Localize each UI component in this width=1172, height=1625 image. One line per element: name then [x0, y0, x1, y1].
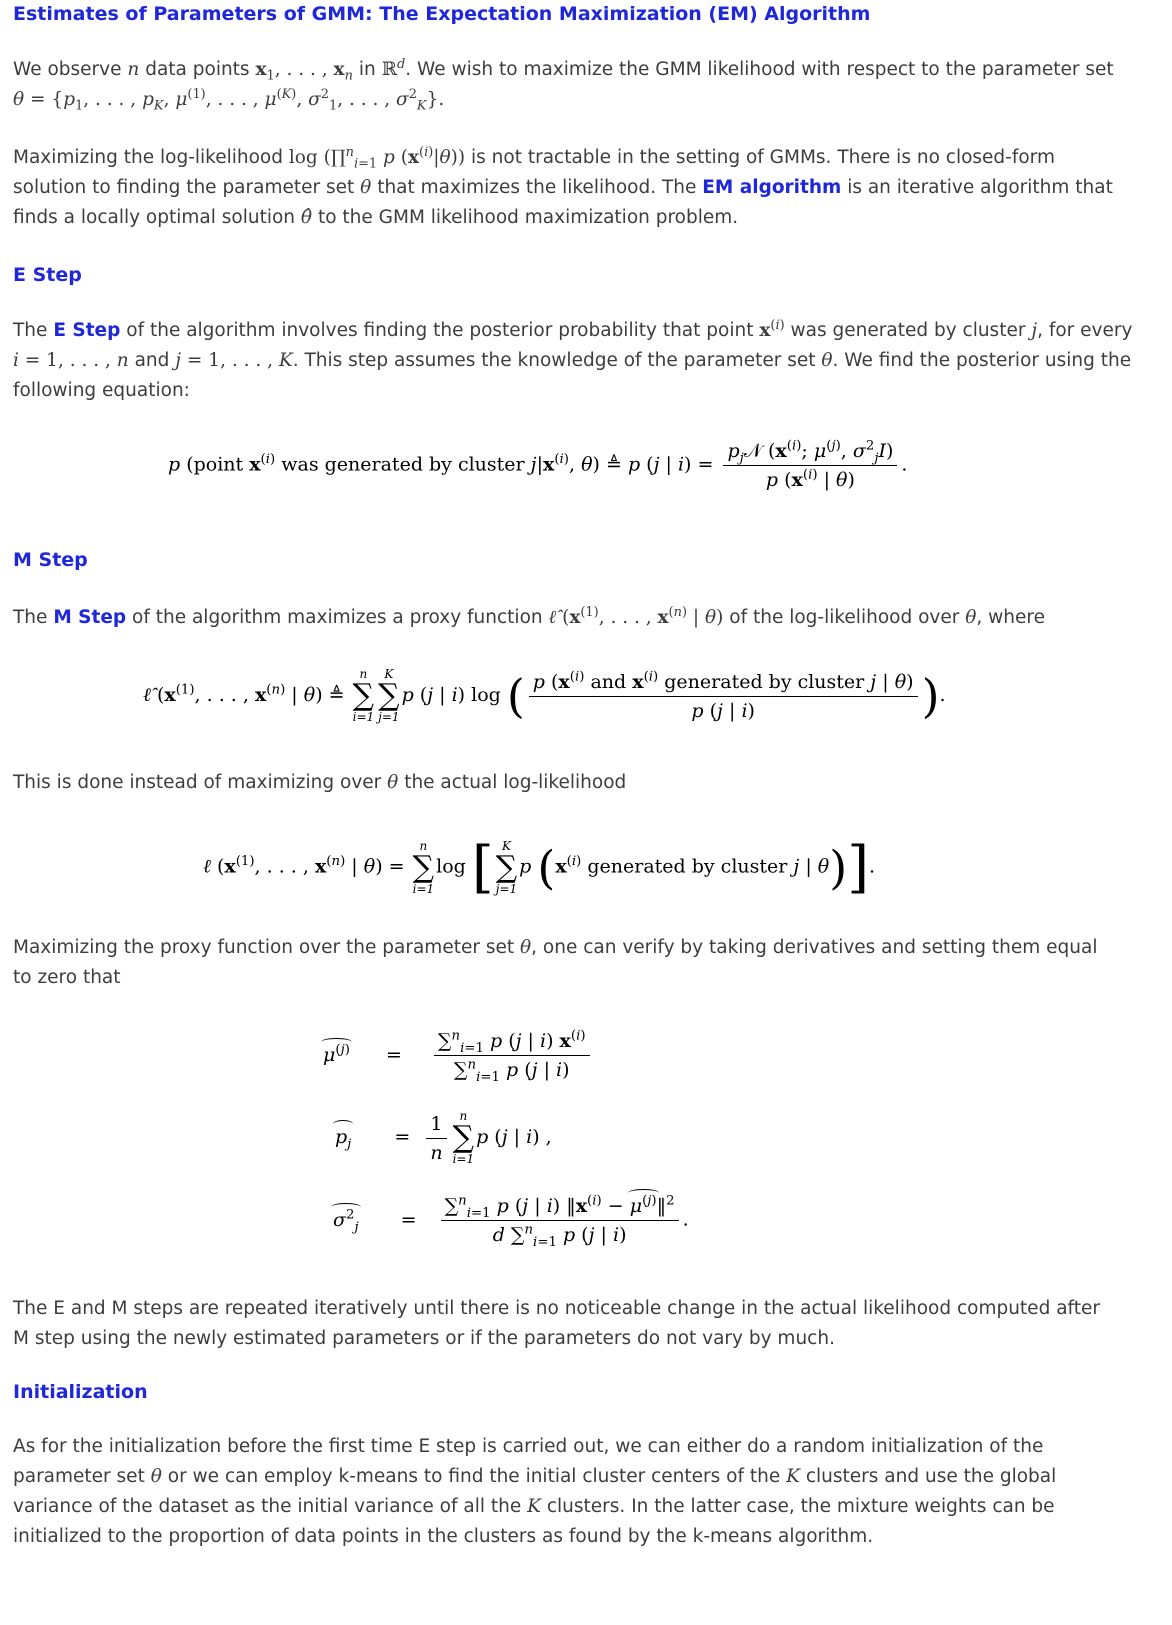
m-step-heading: M Step — [13, 549, 88, 571]
instead-paragraph: This is done instead of maximizing over θ the actual log-likelihood — [13, 772, 627, 793]
e-step-heading: E Step — [13, 264, 82, 286]
mean-update-equation: $\mu^{(j)}$ = $\frac{\sum^n_{i=1} p (j | i) x^{(i)}}{\sum^n_{i=1} p (j | i)}$ — [323, 1030, 594, 1081]
intro-text-4: . We wish to maximize the GMM likelihood with respect to the parameter set — [405, 59, 1114, 80]
log-likelihood-equation: ℓ ($x^{(1)}$, . . . , $x^{(n)}$ | θ) = n ∑ i=1 log [ K ∑ j=1 p ($x^{(i)}$ generated by cluster j | θ)]. — [203, 835, 876, 900]
e-step-text-4: , for every — [1037, 320, 1133, 341]
p2-text-1: Maximizing the log-likelihood — [13, 147, 283, 168]
e-step-text-6: . This step assumes the knowledge of the parameter set — [292, 350, 816, 371]
intro-paragraph: We observe n data points $x_1$, . . . , $x_n$ in ℝ$^d$. We wish to maximize the GMM likelihood with respect to the parameter set $\theta = \{p_1$, . . . , $p_K$, $\mu^{(1)}$, . . . , $\mu^{(K)}$, $\sigma^2_1$, . . . , $\sigma^2_K$}. — [13, 56, 1114, 114]
likelihood-paragraph: Maximizing the log-likelihood log (∏$^n_{i=1}$ p $(x^{(i)}|\theta)$) is not tractable in the setting of GMMs. There is no closed-form solution to finding the parameter set θ that maximizes the likelihood. The EM algorithm is an iterative algorithm that finds a locally optimal solution θ̂ to the GMM likelihood maximization problem. — [13, 144, 1113, 228]
intro-text-2: data points — [145, 59, 250, 80]
instead-text-1: This is done instead of maximizing over — [13, 772, 382, 793]
e-step-text-1: The — [13, 320, 48, 341]
deriv-text-2: , one can verify by taking derivatives and setting them equal to zero that — [13, 937, 1098, 988]
e-step-text-5: and — [134, 350, 170, 371]
derivative-paragraph: Maximizing the proxy function over the parameter set θ, one can verify by taking derivatives and setting them equal to zero that — [13, 937, 1098, 988]
weight-update-equation: $p_j$ = $\frac{1}{n}$ n ∑ i=1 p (j | i) , — [335, 1109, 552, 1166]
p2-text-5: to the GMM likelihood maximization problem. — [317, 207, 739, 228]
intro-text-3: in — [358, 59, 376, 80]
init-text-1: As for the initialization before the first time E step is carried out, we can either do a random initialization of the parameter set — [13, 1436, 1044, 1487]
init-text-3: clusters and use the global variance of the dataset as the initial variance of all the — [13, 1466, 1057, 1517]
e-step-text-7: . We find the posterior using the following equation: — [13, 350, 1132, 401]
deriv-text-1: Maximizing the proxy function over the parameter set — [13, 937, 515, 958]
initialization-paragraph: As for the initialization before the first time E step is carried out, we can either do a random initialization of the parameter set θ or we can employ k-means to find the initial cluster centers of the K clusters and use the global variance of the dataset as the initial variance of all the K clusters. In the latter case, the mixture weights can be initialized to the proportion of data points in the clusters as found by the k-means algorithm. — [13, 1436, 1057, 1547]
posterior-equation: p (point $x^{(i)}$ was generated by cluster $j|x^{(i)}$, θ) ≜ p (j | i) = $\frac{p_j𝒩 (x^{(i)}; \mu^{(j)}, \sigma^2_jI)}{p (x^{(i)} | \theta)}$ . — [168, 438, 908, 491]
init-text-4: clusters. In the latter case, the mixture weights can be initialized to the proportion of data points in the clusters as found by the k-means algorithm. — [13, 1496, 1055, 1547]
e-step-text-2: of the algorithm involves finding the posterior probability that point — [126, 320, 754, 341]
e-step-paragraph: The E Step of the algorithm involves finding the posterior probability that point $x^{(i)}$ was generated by cluster j, for every i = 1, . . . , n and j = 1, . . . , K. This step assumes the knowledge of the parameter set θ. We find the posterior using the following equation: — [13, 317, 1133, 401]
m-step-text-3: of the log-likelihood over — [729, 607, 960, 628]
p2-text-2: is not tractable in the setting of GMMs. There is no closed-form solution to finding the parameter set — [13, 147, 1055, 198]
instead-text-2: the actual log-likelihood — [404, 772, 627, 793]
e-step-term: E Step — [53, 320, 121, 341]
m-step-text-4: , where — [976, 607, 1045, 628]
m-step-text-2: of the algorithm maximizes a proxy function — [132, 607, 543, 628]
repeat-paragraph: The E and M steps are repeated iteratively until there is no noticeable change in the actual likelihood computed after M step using the newly estimated parameters or if the parameters do not vary by much. — [13, 1298, 1100, 1349]
m-step-paragraph: The M Step of the algorithm maximizes a proxy function ℓ̂ ($x^{(1)}$, . . . , $x^{(n)}$ | θ) of the log-likelihood over θ, where — [13, 604, 1045, 628]
p2-text-3: that maximizes the likelihood. The — [377, 177, 697, 198]
initialization-heading: Initialization — [13, 1381, 148, 1403]
m-step-term: M Step — [53, 607, 127, 628]
page-title: Estimates of Parameters of GMM: The Expectation Maximization (EM) Algorithm — [13, 3, 871, 25]
em-algorithm-term: EM algorithm — [702, 177, 842, 198]
proxy-function-equation: ℓ̂ ($x^{(1)}$, . . . , $x^{(n)}$ | θ) ≜ n ∑ i=1 K ∑ j=1 p (j | i) log ( $\frac{p (x^{(i)} and x^{(i)} generated by cluster j | \theta)}{p (j | i)}$ ). — [143, 667, 946, 724]
p2-text-4: is an iterative algorithm that finds a locally optimal solution — [13, 177, 1113, 228]
intro-text-1: We observe — [13, 59, 122, 80]
variance-update-equation: $\sigma^2_j$ = $\frac{\sum^n_{i=1} p (j | i) ‖x^{(i)} - \mu^{(j)}‖^2}{d \sum^n_{i=1} p (j | i)}$ . — [333, 1193, 689, 1250]
e-step-text-3: was generated by cluster — [790, 320, 1026, 341]
m-step-text-1: The — [13, 607, 48, 628]
init-text-2: or we can employ k-means to find the initial cluster centers of the — [167, 1466, 781, 1487]
